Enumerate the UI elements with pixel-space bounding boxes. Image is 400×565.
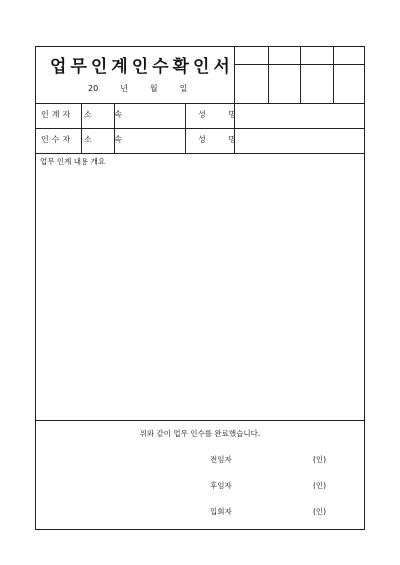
- document-title: 업무인계인수확인서: [50, 57, 234, 77]
- seal-mark: (인): [313, 481, 327, 490]
- content-summary-label: 업무 인계 내용 개요: [40, 157, 106, 166]
- approval-box-header-line: [234, 64, 364, 65]
- signature-role-successor: 후임자: [210, 481, 232, 490]
- seal-mark: (인): [313, 455, 327, 464]
- seal-mark: (인): [313, 507, 327, 516]
- date-year-prefix: 20: [88, 84, 99, 93]
- cell-divider: [81, 103, 82, 153]
- approval-box-divider: [300, 47, 301, 103]
- handover-giver-label: 인계자: [41, 110, 74, 119]
- row-divider: [36, 128, 364, 129]
- date-line: [88, 85, 209, 93]
- row-divider: [36, 153, 364, 154]
- giver-dept-label: 소 속: [84, 110, 132, 119]
- handover-confirmation-form: [35, 46, 365, 530]
- date-year-unit: 년: [120, 84, 128, 93]
- date-month-unit: 월: [149, 84, 158, 93]
- receiver-dept-label: 소 속: [84, 135, 132, 144]
- header-bottom-line: [36, 103, 364, 104]
- cell-divider: [114, 103, 115, 153]
- approval-box-divider: [268, 47, 269, 103]
- date-day-unit: 일: [179, 84, 188, 93]
- signature-role-witness: 입회자: [210, 507, 232, 516]
- receiver-name-label: 성 명: [198, 135, 246, 144]
- cell-divider: [234, 103, 235, 153]
- confirmation-text: 위와 같이 업무 인수를 완료했습니다.: [139, 429, 261, 438]
- handover-receiver-label: 인수자: [41, 135, 74, 144]
- content-bottom-line: [36, 420, 364, 421]
- approval-box-divider: [234, 47, 235, 103]
- cell-divider: [185, 103, 186, 153]
- approval-box-divider: [333, 47, 334, 103]
- signature-role-predecessor: 전임자: [210, 455, 232, 464]
- giver-name-label: 성 명: [198, 110, 246, 119]
